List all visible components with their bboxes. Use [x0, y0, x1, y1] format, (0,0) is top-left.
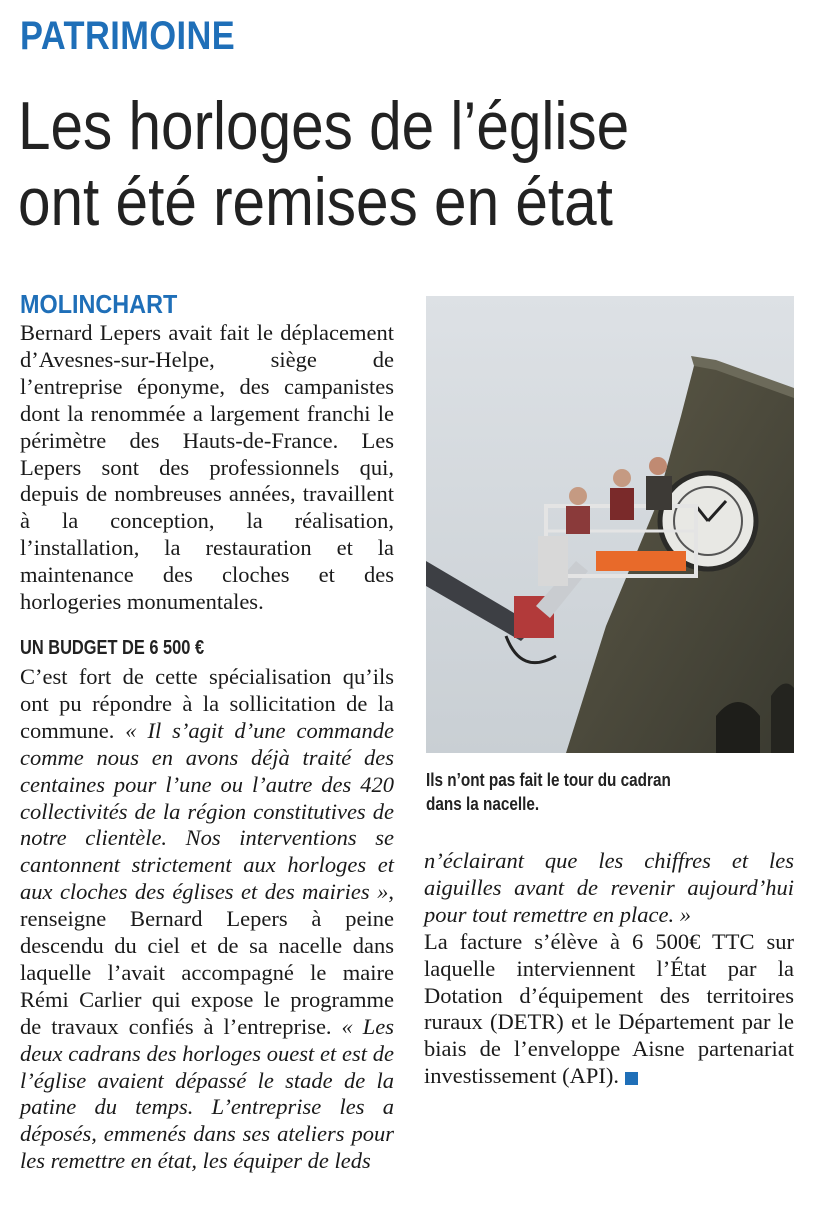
photo-caption [426, 768, 783, 816]
second-paragraph [20, 664, 394, 1175]
tower-arch-window-2 [771, 684, 794, 754]
article-headline [18, 88, 697, 240]
continued-quote-text: n’éclairant que les chiffres et les aiguilles avant de revenir aujourd’hui pour tout remettre en place. » [424, 848, 794, 927]
para2-quote-1: « Il s’agit d’une commande comme nous en avons déjà traité des centaines pour l’une ou l’autre des 420 collectivités de la région constitutives de notre clientèle. Nos interventions se cantonnent strictement aux horloges et aux cloches des églises et des mairies » [20, 717, 394, 905]
location-label: MOLINCHART [20, 289, 178, 319]
caption-line-2: dans la nacelle. [426, 794, 540, 814]
para2-text-2: , renseigne Bernard Lepers à peine descendu du ciel et de sa nacelle dans laquelle l’avait accompagné le maire Rémi Carlier qui expose le programme de travaux confiés à l’entreprise. [20, 879, 394, 1039]
caption-line-1: Ils n’ont pas fait le tour du cadran [426, 770, 671, 790]
final-paragraph-text: La facture s’élève à 6 500€ TTC sur laquelle interviennent l’État par la Dotation d’équipement des territoires ruraux (DETR) et le Département par le biais de l’enveloppe Aisne partenariat investissement (API). [424, 928, 794, 1089]
square-endmark-icon [625, 1072, 638, 1085]
headline-line-1: Les horloges de l’église [18, 88, 630, 164]
budget-subheading: UN BUDGET DE 6 500 € [20, 636, 205, 659]
article-column-left [20, 290, 394, 1175]
headline-line-2: ont été remises en état [18, 164, 613, 240]
intro-paragraph: Bernard Lepers avait fait le déplacement d’Avesnes-sur-Helpe, siège de l’entreprise éponyme, des campanistes dont la renommée a largement franchi le périmètre des Hauts-de-France. Les Lepers sont des professionnels qui, depuis de nombreuses années, travaillent à la conception, la réalisation, l’installation, la restauration et la maintenance des cloches et des horlogeries monumentales. [20, 320, 394, 615]
final-paragraph [424, 929, 794, 1090]
article-column-right [424, 848, 794, 1090]
para2-text-1: C’est fort de cette spécialisation qu’ils ont pu répondre à la sollicitation de la commune. [20, 663, 394, 743]
para2-quote-2: « Les deux cadrans des horloges ouest et est de l’église avaient dépassé le stade de la patine du temps. L’entreprise les a déposés, emmenés dans ses ateliers pour les remettre en état, les équiper de leds [20, 1013, 394, 1174]
section-kicker: PATRIMOINE [20, 14, 236, 58]
article-photo [426, 296, 794, 753]
continued-quote [424, 848, 794, 929]
tower-arch-window [716, 702, 760, 753]
